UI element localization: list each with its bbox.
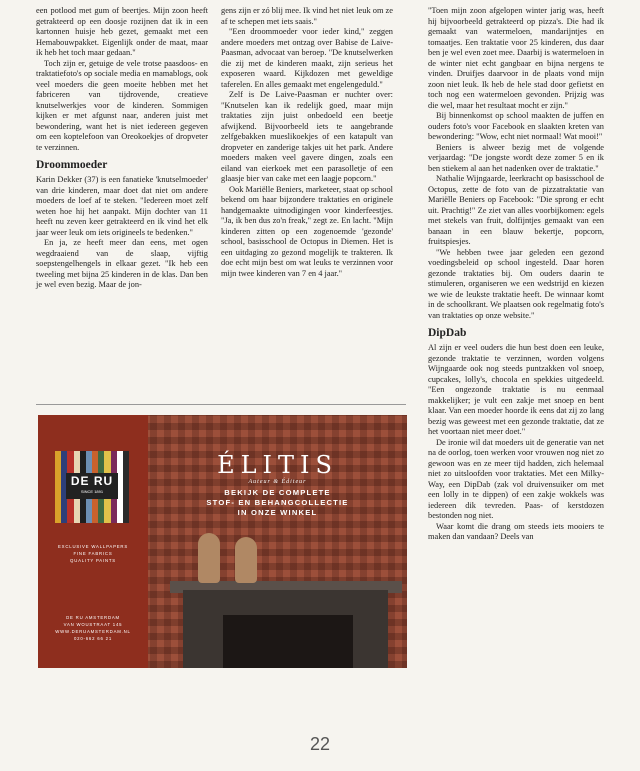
paragraph: "We hebben twee jaar geleden een gezond voedingsbeleid op school ingesteld. Daar horen gezonde traktaties bij. Om ouders daarin te stimuleren, organiseren we een wedstrijd en kiezen we wie de leukste traktatie heeft. De winnaar komt in de schoolkrant. We plaatsen ook regelmatig foto's van traktaties op onze website." xyxy=(428,247,604,320)
service-line: EXCLUSIVE WALLPAPERS xyxy=(58,544,128,549)
paragraph: "Een droommoeder voor ieder kind," zeggen andere moeders met ontzag over Babise de Laive-Paasman, advocaat van beroep. "De knutselwerken die zij met de kinderen maakt, zijn serieus het exposeren waard. Kijkdozen met geweldige taferelen. En alles gemaakt met engelengeduld." xyxy=(221,27,393,89)
website-link[interactable]: WWW.DERUAMSTERDAM.NL xyxy=(55,629,131,634)
page-number: 22 xyxy=(309,734,331,754)
brand-name: ÉLITIS xyxy=(217,451,338,479)
paragraph: En ja, ze heeft meer dan eens, met ogen wegdraaiend van de slaap, vijftig soepstengelhengels in elkaar gezet. "Ik heb een tweeling met bijna 25 kinderen in de klas. Dan ben je wel even bezig. Maar de jon- xyxy=(36,238,208,289)
paragraph: Nathalie Wijngaarde, leerkracht op basisschool de Octopus, zette de foto van de pizzatraktatie van Mariëlle Beniers op Facebook: "Die sprong er echt uit. Prachtig!" Ze ziet van alles voorbijkomen: egels met stekels van fruit, dolfijntjes gemaakt van een banaan in een blauw bekertje, popcorn, fruitspiesjes. xyxy=(428,174,604,246)
fireplace-opening xyxy=(223,615,353,668)
paragraph: Bij binnenkomst op school maakten de juffen en ouders foto's voor Facebook en slaakten kreten van bewondering: "Wow, echt niet normaal! Wat mooi!" xyxy=(428,111,604,141)
cta-line: STOF- EN BEHANGCOLLECTIE xyxy=(206,498,349,507)
paragraph: "Toen mijn zoon afgelopen winter jarig was, heeft hij bijvoorbeeld getrakteerd op pizza's. Die had ik gemaakt van watermeloen, mandarijntjes en tomaatjes. Een traktatie voor 25 kinderen, dus daar ben je wel even zoet mee. Daarbij is watermeloen in de winter niet echt gangbaar en bijna nergens te vinden. Druifjes daarvoor in de plaats vond mijn zoon niet leuk. Ik heb de hele stad door gefietst en toch nog een watermeloen gevonden. Prijzig was die wel, maar het resultaat mocht er zijn." xyxy=(428,6,604,110)
divider xyxy=(36,404,406,405)
advertisement[interactable] xyxy=(38,415,407,668)
cta-line: BEKIJK DE COMPLETE xyxy=(224,488,331,497)
column-2 xyxy=(221,6,393,279)
address-line: DE RU AMSTERDAM xyxy=(66,615,120,620)
paragraph: Beniers is alweer bezig met de volgende verjaardag: "De jongste wordt deze zomer 5 en ik ben stiekem al aan het nadenken over de traktatie." xyxy=(428,142,604,173)
paragraph: De ironie wil dat moeders uit de generatie van net na de oorlog, toen werken voor vrouwen nog niet zo gewoon was en ze meer tijd hadden, zich helemaal niet zo uitsloofden voor traktaties. Met een Milky-Way, een DipDab (zak vol druivensuiker om met een lolly in te dippen) of een zakje wokkels was iedereen dik tevreden. Paas- of kerstdozen bestonden nog niet. xyxy=(428,437,604,520)
brand-tagline: Auteur & Éditeur xyxy=(248,479,307,485)
column-1 xyxy=(36,6,208,291)
sculpture-head xyxy=(235,537,257,583)
sculpture-head xyxy=(198,533,220,583)
ad-call-to-action xyxy=(148,488,407,518)
paragraph: Al zijn er veel ouders die hun best doen een leuke, gezonde traktatie te verzinnen, worden volgens Wijngaarde ook nog steeds puntzakken vol snoep, cupcakes, lolly's, chocola en spekkies uitgedeeld. "Een ongezonde traktatie is nu eenmaal makkelijker; je vult een zakje met snoep en bent klaar. Van een moeder hoorde ik eens dat zij zo lang bezig was geweest met een gezonde traktatie, dat ze het voortaan niet meer doet." xyxy=(428,343,604,436)
logo-text: DE RU xyxy=(70,474,114,488)
service-line: QUALITY PAINTS xyxy=(70,558,116,563)
ad-store-panel xyxy=(38,415,148,668)
store-logo xyxy=(66,473,118,499)
paragraph: Waar komt die drang om steeds iets mooiers te maken dan vandaan? Deels van xyxy=(428,521,604,541)
paragraph: Ook Mariëlle Beniers, marketeer, staat op school bekend om haar bijzondere traktaties en originele handgemaakte uitnodigingen voor kinderfeestjes. "Ja, ik ben dus zo'n freak," zegt ze. En lacht. "Mijn kinderen zitten op een zogenoemde 'gezonde' school, basisschool de Octopus in Diemen. Het is een uitdaging zo gezond mogelijk te trakteren. Ik doe echt mijn best om wat leuks te verzinnen voor mijn twee kinderen van 7 en 4 jaar." xyxy=(221,184,393,278)
section-heading-dipdab: DipDab xyxy=(428,327,467,339)
paragraph: Toch zijn er, getuige de vele trotse paasdoos- en traktatiefoto's op sociale media en mamablogs, ook veel moeders die geen moeite hebben met het fabriceren van tijdrovende, creatieve knutselwerkjes voor de kinderen. Sommigen kijken er met afgunst naar, anderen juist met bewondering, want het is niet iedereen gegeven om een koptelefoon van Oreokoekjes of dropveter te verzinnen. xyxy=(36,58,208,152)
address-line: VAN WOUSTRAAT 145 xyxy=(63,622,123,627)
phone-number: 020-662 66 21 xyxy=(73,636,113,641)
service-line: FINE FABRICS xyxy=(73,551,113,556)
logo-stripe xyxy=(123,451,129,523)
column-3 xyxy=(428,6,604,543)
cta-line: IN ONZE WINKEL xyxy=(237,508,318,517)
paragraph: Karin Dekker (37) is een fanatieke 'knutselmoeder' van drie kinderen, maar doet dat niet om andere moeders de loef af te steken. "Iedereen moet zelf weten hoe hij het aanpakt. Mijn dochter van 11 heeft nu zeven keer getrakteerd en ik vind het elk jaar weer leuk om iets origineels te bedenken." xyxy=(36,175,208,237)
paragraph: gens zijn er zó blij mee. Ik vind het niet leuk om ze af te schepen met iets saais." xyxy=(221,6,393,26)
paragraph: een potlood met gum of beertjes. Mijn zoon heeft getrakteerd op een doosje rozijnen dat ik in een kartonnen huisje heb gezet, gemaakt met een Hemabouwpakket. Eigenlijk onder de maat, maar ik heb het toch maar gedaan." xyxy=(36,6,208,57)
paragraph: Zelf is De Laive-Paasman er nuchter over: "Knutselen kan ik redelijk goed, maar mijn traktaties zijn juist onbedoeld een beetje afwijkend. Bijvoorbeeld iets te aangebrande zelfgebakken mueslikoekjes of een katapult van dropveter en zanderige takjes uit het park. Andere moeders maken veel gavere dingen, zoals een eiland van eierkoek met een parasolletje of een glaasje bier van cake met een laagje popcorn." xyxy=(221,90,393,183)
section-heading-droommoeder: Droommoeder xyxy=(36,159,108,171)
logo-subtext: SINCE 1891 xyxy=(80,489,104,494)
